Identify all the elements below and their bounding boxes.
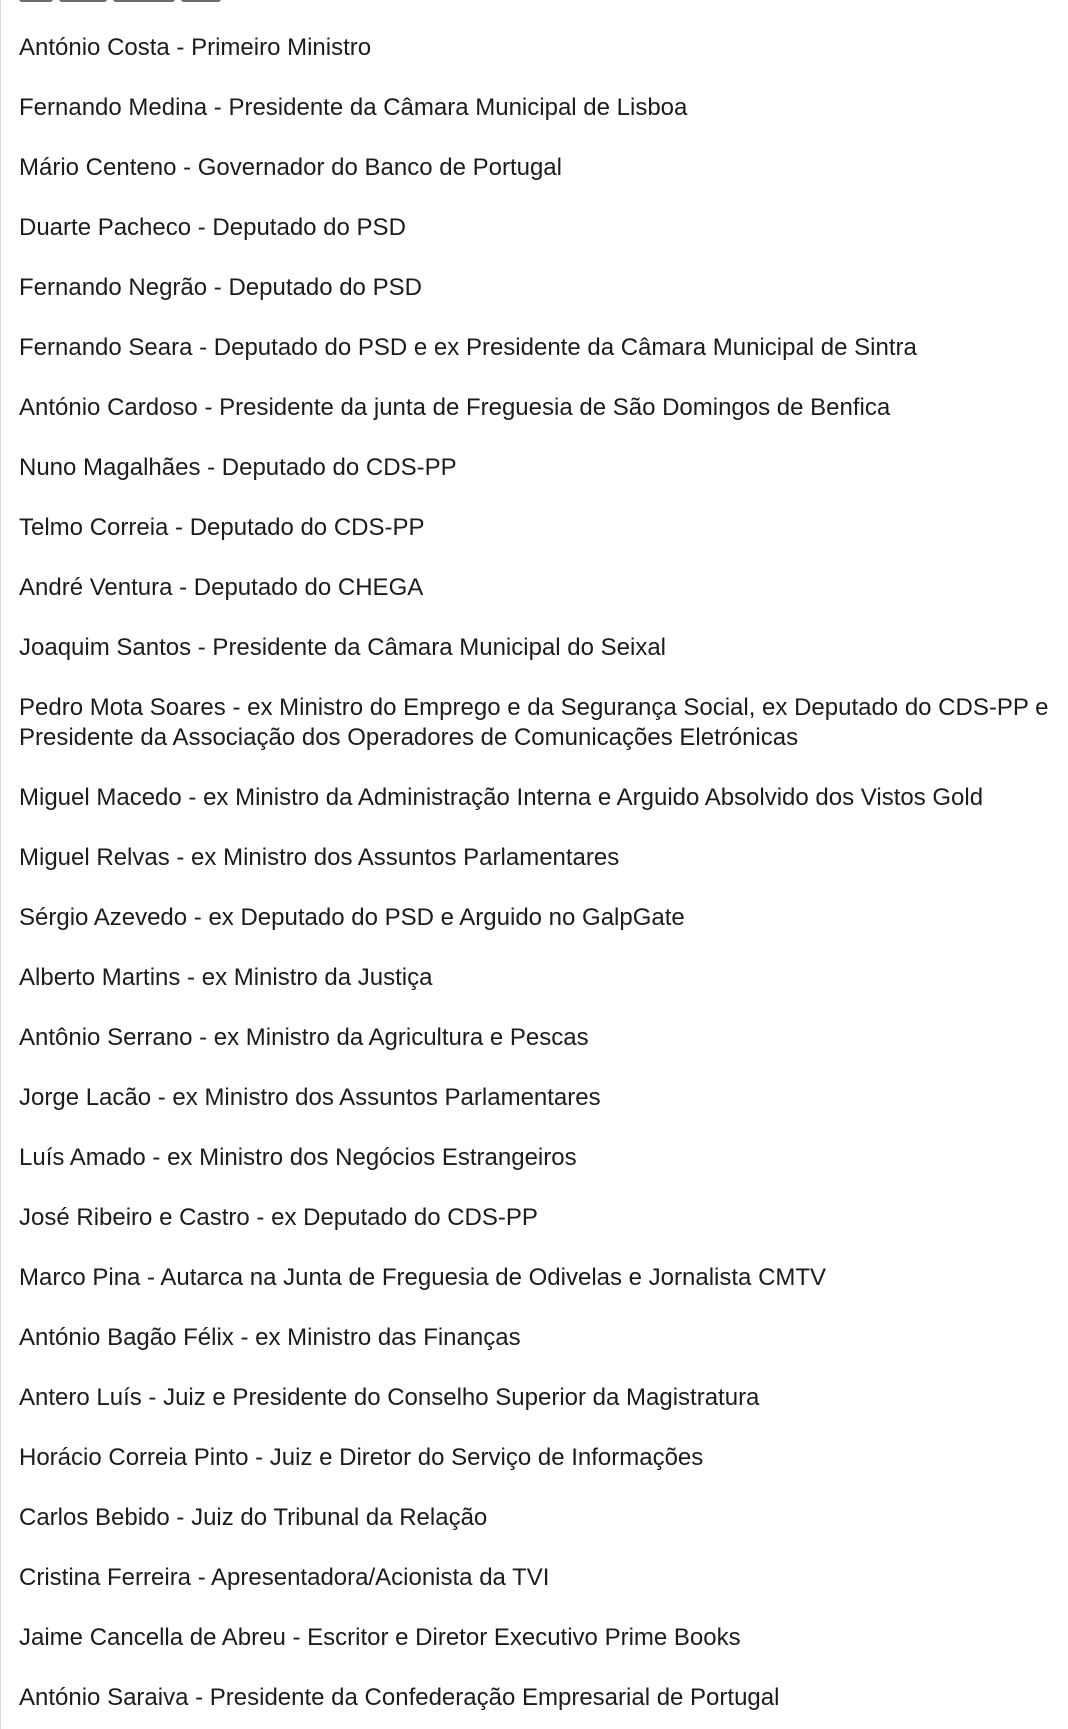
list-item: Marco Pina - Autarca na Junta de Freguesia de Odivelas e Jornalista CMTV [19, 1264, 827, 1291]
cut-off-text-fragment [19, 0, 221, 2]
list-item: Sérgio Azevedo - ex Deputado do PSD e Arguido no GalpGate [19, 904, 685, 931]
list-item: Horácio Correia Pinto - Juiz e Diretor do Serviço de Informações [19, 1444, 704, 1471]
list-item: José Ribeiro e Castro - ex Deputado do CDS-PP [19, 1204, 538, 1231]
list-item: Joaquim Santos - Presidente da Câmara Municipal do Seixal [19, 634, 667, 661]
list-item: Jaime Cancella de Abreu - Escritor e Diretor Executivo Prime Books [19, 1624, 741, 1651]
list-item: Fernando Medina - Presidente da Câmara Municipal de Lisboa [19, 94, 688, 121]
page-left-border [0, 0, 1, 1729]
list-item: Luís Amado - ex Ministro dos Negócios Estrangeiros [19, 1144, 577, 1171]
list-item: Nuno Magalhães - Deputado do CDS-PP [19, 454, 457, 481]
list-item: Miguel Macedo - ex Ministro da Administração Interna e Arguido Absolvido dos Vistos Gold [19, 784, 984, 811]
list-item: Carlos Bebido - Juiz do Tribunal da Relação [19, 1504, 488, 1531]
list-item: Miguel Relvas - ex Ministro dos Assuntos Parlamentares [19, 844, 620, 871]
list-item: António Costa - Primeiro Ministro [19, 34, 372, 61]
list-item: André Ventura - Deputado do CHEGA [19, 574, 424, 601]
list-item: António Bagão Félix - ex Ministro das Finanças [19, 1324, 521, 1351]
list-item: Alberto Martins - ex Ministro da Justiça [19, 964, 433, 991]
list-item: Duarte Pacheco - Deputado do PSD [19, 214, 406, 241]
list-item: Jorge Lacão - ex Ministro dos Assuntos Parlamentares [19, 1084, 601, 1111]
list-item: Telmo Correia - Deputado do CDS-PP [19, 514, 425, 541]
list-item: Pedro Mota Soares - ex Ministro do Emprego e da Segurança Social, ex Deputado do CDS-PP e Presidente da Associação dos Operadores de Comunicações Eletrónicas [19, 694, 1049, 751]
list-item: Fernando Seara - Deputado do PSD e ex Presidente da Câmara Municipal de Sintra [19, 334, 917, 361]
list-item: António Saraiva - Presidente da Confederação Empresarial de Portugal [19, 1684, 780, 1711]
list-item: Antero Luís - Juiz e Presidente do Conselho Superior da Magistratura [19, 1384, 760, 1411]
list-item: Cristina Ferreira - Apresentadora/Acionista da TVI [19, 1564, 550, 1591]
list-item: António Cardoso - Presidente da junta de Freguesia de São Domingos de Benfica [19, 394, 891, 421]
list-item: Fernando Negrão - Deputado do PSD [19, 274, 422, 301]
list-item: Antônio Serrano - ex Ministro da Agricultura e Pescas [19, 1024, 589, 1051]
list-item: Mário Centeno - Governador do Banco de Portugal [19, 154, 562, 181]
